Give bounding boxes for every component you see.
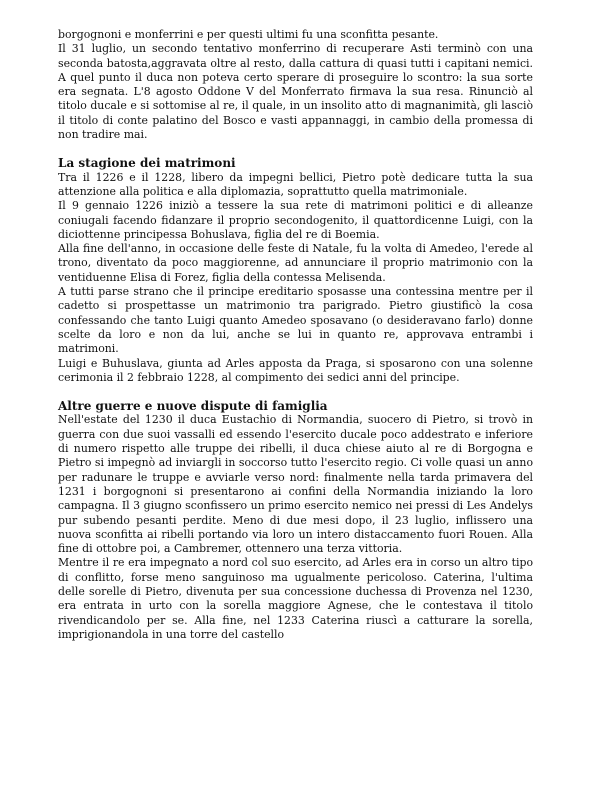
paragraph: Il 9 gennaio 1226 iniziò a tessere la sua rete di matrimoni politici e di alleanze coniugali facendo fidanzare il proprio secondogenito, il quattordicenne Luigi, con la diciottenne principessa Bohuslava, figlia del re di Boemia. — [58, 199, 533, 241]
section-heading: Altre guerre e nuove dispute di famiglia — [58, 399, 328, 414]
section-spacer — [58, 142, 533, 156]
section-spacer — [58, 385, 533, 399]
section-wars — [58, 399, 533, 642]
paragraph: A tutti parse strano che il principe ereditario sposasse una contessina mentre per il cadetto si prospettasse un matrimonio tra parigrado. Pietro giustificò la cosa confessando che tanto Luigi quanto Amedeo sposavano (o desideravano farlo) donne scelte da loro e non da lui, anche se lui in quanto re, approvava entrambi i matrimoni. — [58, 285, 533, 356]
section-marriages — [58, 156, 533, 385]
paragraph: Luigi e Buhuslava, giunta ad Arles apposta da Praga, si sposarono con una solenne cerimonia il 2 febbraio 1228, al compimento dei sedici anni del principe. — [58, 356, 533, 384]
intro-paragraph-2: Il 31 luglio, un secondo tentativo monferrino di recuperare Asti terminò con una seconda batosta,aggravata oltre al resto, dalla cattura di quasi tutti i capitani nemici. A quel punto il duca non poteva certo sperare di proseguire lo scontro: la sua sorte era segnata. L'8 agosto Oddone V del Monferrato firmava la sua resa. Rinunciò al titolo ducale e si sottomise al re, il quale, in un insolito atto di magnanimità, gli lasciò il titolo di conte palatino del Bosco e vasti appannaggi, in cambio della promessa di non tradire mai. — [58, 42, 533, 142]
paragraph: Mentre il re era impegnato a nord col suo esercito, ad Arles era in corso un altro tipo di conflitto, forse meno sanguinoso ma ugualmente pericoloso. Caterina, l'ultima delle sorelle di Pietro, divenuta per sua concessione duchessa di Provenza nel 1230, era entrata in urto con la sorella maggiore Agnese, che le contestava il titolo rivendicandolo per se. Alla fine, nel 1233 Caterina riuscì a catturare la sorella, imprigionandola in una torre del castello — [58, 556, 533, 641]
intro-paragraph-1: borgognoni e monferrini e per questi ultimi fu una sconfitta pesante. — [58, 28, 439, 41]
paragraph: Nell'estate del 1230 il duca Eustachio di Normandia, suocero di Pietro, si trovò in guerra con due suoi vassalli ed essendo l'esercito ducale poco addestrato e inferiore di numero rispetto alle truppe dei ribelli, il duca chiese aiuto al re di Borgogna e Pietro si impegnò ad inviargli in soccorso tutto l'esercito regio. Ci volle quasi un anno per radunare le truppe e avviarle verso nord: finalmente nella tarda primavera del 1231 i borgognoni si presentarono ai confini della Normandia iniziando la loro campagna. Il 3 giugno sconfissero un primo esercito nemico nei pressi di Les Andelys pur subendo pesanti perdite. Meno di due mesi dopo, il 23 luglio, inflissero una nuova sconfitta ai ribelli portando via loro un intero distaccamento fuori Rouen. Alla fine di ottobre poi, a Cambremer, ottennero una terza vittoria. — [58, 413, 533, 556]
section-heading: La stagione dei matrimoni — [58, 156, 236, 171]
paragraph: Alla fine dell'anno, in occasione delle feste di Natale, fu la volta di Amedeo, l'erede al trono, diventato da poco maggiorenne, ad annunciare il proprio matrimonio con la ventiduenne Elisa di Forez, figlia della contessa Melisenda. — [58, 242, 533, 284]
paragraph: Tra il 1226 e il 1228, libero da impegni bellici, Pietro potè dedicare tutta la sua attenzione alla politica e alla diplomazia, soprattutto quella matrimoniale. — [58, 170, 533, 198]
